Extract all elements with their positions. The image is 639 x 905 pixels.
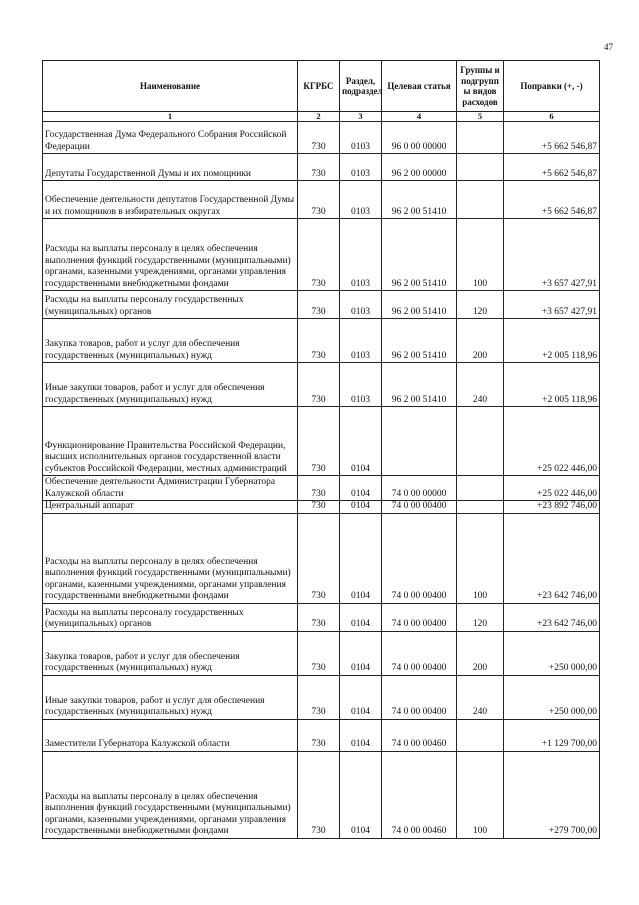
table-cell-section: 0104 [340,631,382,675]
table-cell-expense-type [457,476,504,501]
table-row [43,219,600,291]
table-cell-name: Расходы на выплаты персоналу в целях обеспечения выполнения функций государственными (муниципальными) органами, казенными учреждениями, органами управления государственными внебюджетными фондами [43,219,298,291]
table-cell-expense-type: 120 [457,603,504,631]
col-number: 6 [504,112,600,122]
table-cell-name: Расходы на выплаты персоналу государственных (муниципальных) органов [43,603,298,631]
table-cell-name: Иные закупки товаров, работ и услуг для обеспечения государственных (муниципальных) нужд [43,675,298,719]
table-cell-kgrbs: 730 [298,122,340,154]
table-cell-expense-type: 100 [457,751,504,838]
table-cell-target-article: 96 2 00 51410 [382,319,457,363]
table-row [43,181,600,219]
col-header-section: Раздел, подраздел [340,61,382,112]
col-header-expense-type: Группы и подгрупп ы видов расходов [457,61,504,112]
table-cell-section: 0104 [340,603,382,631]
table-cell-expense-type: 200 [457,319,504,363]
table-cell-target-article: 96 2 00 51410 [382,291,457,319]
table-cell-name: Закупка товаров, работ и услуг для обеспечения государственных (муниципальных) нужд [43,319,298,363]
col-header-amendments: Поправки (+, -) [504,61,600,112]
table-cell-kgrbs: 730 [298,476,340,501]
table-cell-target-article: 74 0 00 00460 [382,751,457,838]
table-cell-name: Обеспечение деятельности Администрации Губернатора Калужской области [43,476,298,501]
table-row [43,363,600,407]
table-cell-expense-type: 120 [457,291,504,319]
table-cell-target-article: 96 2 00 00000 [382,154,457,181]
table-cell-kgrbs: 730 [298,501,340,514]
table-cell-kgrbs: 730 [298,751,340,838]
table-row [43,501,600,514]
table-cell-expense-type [457,154,504,181]
table-cell-expense-type: 240 [457,675,504,719]
table-cell-target-article: 74 0 00 00400 [382,513,457,603]
col-number: 3 [340,112,382,122]
table-cell-expense-type: 100 [457,513,504,603]
page-number: 47 [604,42,613,52]
table-row [43,319,600,363]
col-number: 4 [382,112,457,122]
table-cell-target-article: 96 2 00 51410 [382,363,457,407]
table-cell-section: 0104 [340,476,382,501]
table-cell-amendment: +23 892 746,00 [504,501,600,514]
table-cell-name: Закупка товаров, работ и услуг для обеспечения государственных (муниципальных) нужд [43,631,298,675]
table-cell-amendment: +5 662 546,87 [504,181,600,219]
table-cell-kgrbs: 730 [298,631,340,675]
table-cell-name: Иные закупки товаров, работ и услуг для обеспечения государственных (муниципальных) нужд [43,363,298,407]
table-cell-name: Расходы на выплаты персоналу в целях обеспечения выполнения функций государственными (муниципальными) органами, казенными учреждениями, органами управления государственными внебюджетными фондами [43,513,298,603]
table-cell-section: 0104 [340,675,382,719]
table-cell-section: 0103 [340,291,382,319]
table-cell-expense-type: 240 [457,363,504,407]
table-cell-kgrbs: 730 [298,719,340,751]
table-cell-section: 0103 [340,122,382,154]
table-cell-kgrbs: 730 [298,319,340,363]
table-cell-kgrbs: 730 [298,603,340,631]
table-cell-target-article: 74 0 00 00400 [382,501,457,514]
table-cell-section: 0104 [340,501,382,514]
table-cell-name: Государственная Дума Федерального Собрания Российской Федерации [43,122,298,154]
table-cell-kgrbs: 730 [298,363,340,407]
table-row [43,513,600,603]
table-cell-target-article: 96 2 00 51410 [382,181,457,219]
col-header-kgrbs: КГРБС [298,61,340,112]
table-cell-name: Обеспечение деятельности депутатов Государственной Думы и их помощников в избирательных округах [43,181,298,219]
table-cell-kgrbs: 730 [298,513,340,603]
table-cell-section: 0104 [340,719,382,751]
table-cell-amendment: +250 000,00 [504,631,600,675]
table-cell-name: Депутаты Государственной Думы и их помощники [43,154,298,181]
table-cell-expense-type [457,501,504,514]
table-cell-target-article [382,407,457,476]
table-cell-section: 0103 [340,181,382,219]
table-cell-section: 0103 [340,363,382,407]
table-cell-target-article: 74 0 00 00400 [382,675,457,719]
table-row [43,603,600,631]
table-cell-amendment: +279 700,00 [504,751,600,838]
table-cell-kgrbs: 730 [298,154,340,181]
table-cell-kgrbs: 730 [298,181,340,219]
col-number: 1 [43,112,298,122]
table-cell-amendment: +25 022 446,00 [504,476,600,501]
table-cell-kgrbs: 730 [298,291,340,319]
table-cell-amendment: +3 657 427,91 [504,219,600,291]
header-row [43,61,600,112]
table-cell-expense-type [457,719,504,751]
table-cell-section: 0103 [340,319,382,363]
table-row [43,407,600,476]
table-cell-section: 0104 [340,513,382,603]
table-row [43,291,600,319]
table-cell-amendment: +2 005 118,96 [504,363,600,407]
budget-amendments-table [42,60,600,839]
table-cell-kgrbs: 730 [298,675,340,719]
column-number-row [43,112,600,122]
table-cell-target-article: 74 0 00 00400 [382,603,457,631]
table-row [43,122,600,154]
table-cell-amendment: +23 642 746,00 [504,513,600,603]
table-cell-name: Заместители Губернатора Калужской области [43,719,298,751]
table-row [43,476,600,501]
table-cell-expense-type [457,407,504,476]
table-cell-name: Центральный аппарат [43,501,298,514]
table-cell-kgrbs: 730 [298,219,340,291]
table-cell-target-article: 74 0 00 00400 [382,631,457,675]
col-header-target-article: Целевая статья [382,61,457,112]
table-cell-expense-type: 200 [457,631,504,675]
table-cell-expense-type: 100 [457,219,504,291]
table-cell-amendment: +5 662 546,87 [504,154,600,181]
table-cell-target-article: 96 0 00 00000 [382,122,457,154]
table-cell-section: 0104 [340,751,382,838]
col-number: 5 [457,112,504,122]
table-row [43,751,600,838]
col-header-name: Наименование [43,61,298,112]
table-cell-name: Расходы на выплаты персоналу государственных (муниципальных) органов [43,291,298,319]
table-cell-target-article: 74 0 00 00460 [382,719,457,751]
table-cell-amendment: +250 000,00 [504,675,600,719]
table-cell-expense-type [457,181,504,219]
table-row [43,631,600,675]
table-cell-target-article: 96 2 00 51410 [382,219,457,291]
table-cell-amendment: +5 662 546,87 [504,122,600,154]
table-row [43,154,600,181]
col-number: 2 [298,112,340,122]
table-cell-amendment: +23 642 746,00 [504,603,600,631]
table-cell-amendment: +25 022 446,00 [504,407,600,476]
table-cell-name: Функционирование Правительства Российской Федерации, высших исполнительных органов государственной власти субъектов Российской Федерации, местных администраций [43,407,298,476]
table-cell-amendment: +1 129 700,00 [504,719,600,751]
table-row [43,719,600,751]
table-cell-kgrbs: 730 [298,407,340,476]
table-cell-name: Расходы на выплаты персоналу в целях обеспечения выполнения функций государственными (муниципальными) органами, казенными учреждениями, органами управления государственными внебюджетными фондами [43,751,298,838]
table-cell-target-article: 74 0 00 00000 [382,476,457,501]
table-cell-section: 0103 [340,154,382,181]
table-row [43,675,600,719]
table-cell-amendment: +2 005 118,96 [504,319,600,363]
table-cell-section: 0104 [340,407,382,476]
table-cell-section: 0103 [340,219,382,291]
table-cell-expense-type [457,122,504,154]
table-cell-amendment: +3 657 427,91 [504,291,600,319]
